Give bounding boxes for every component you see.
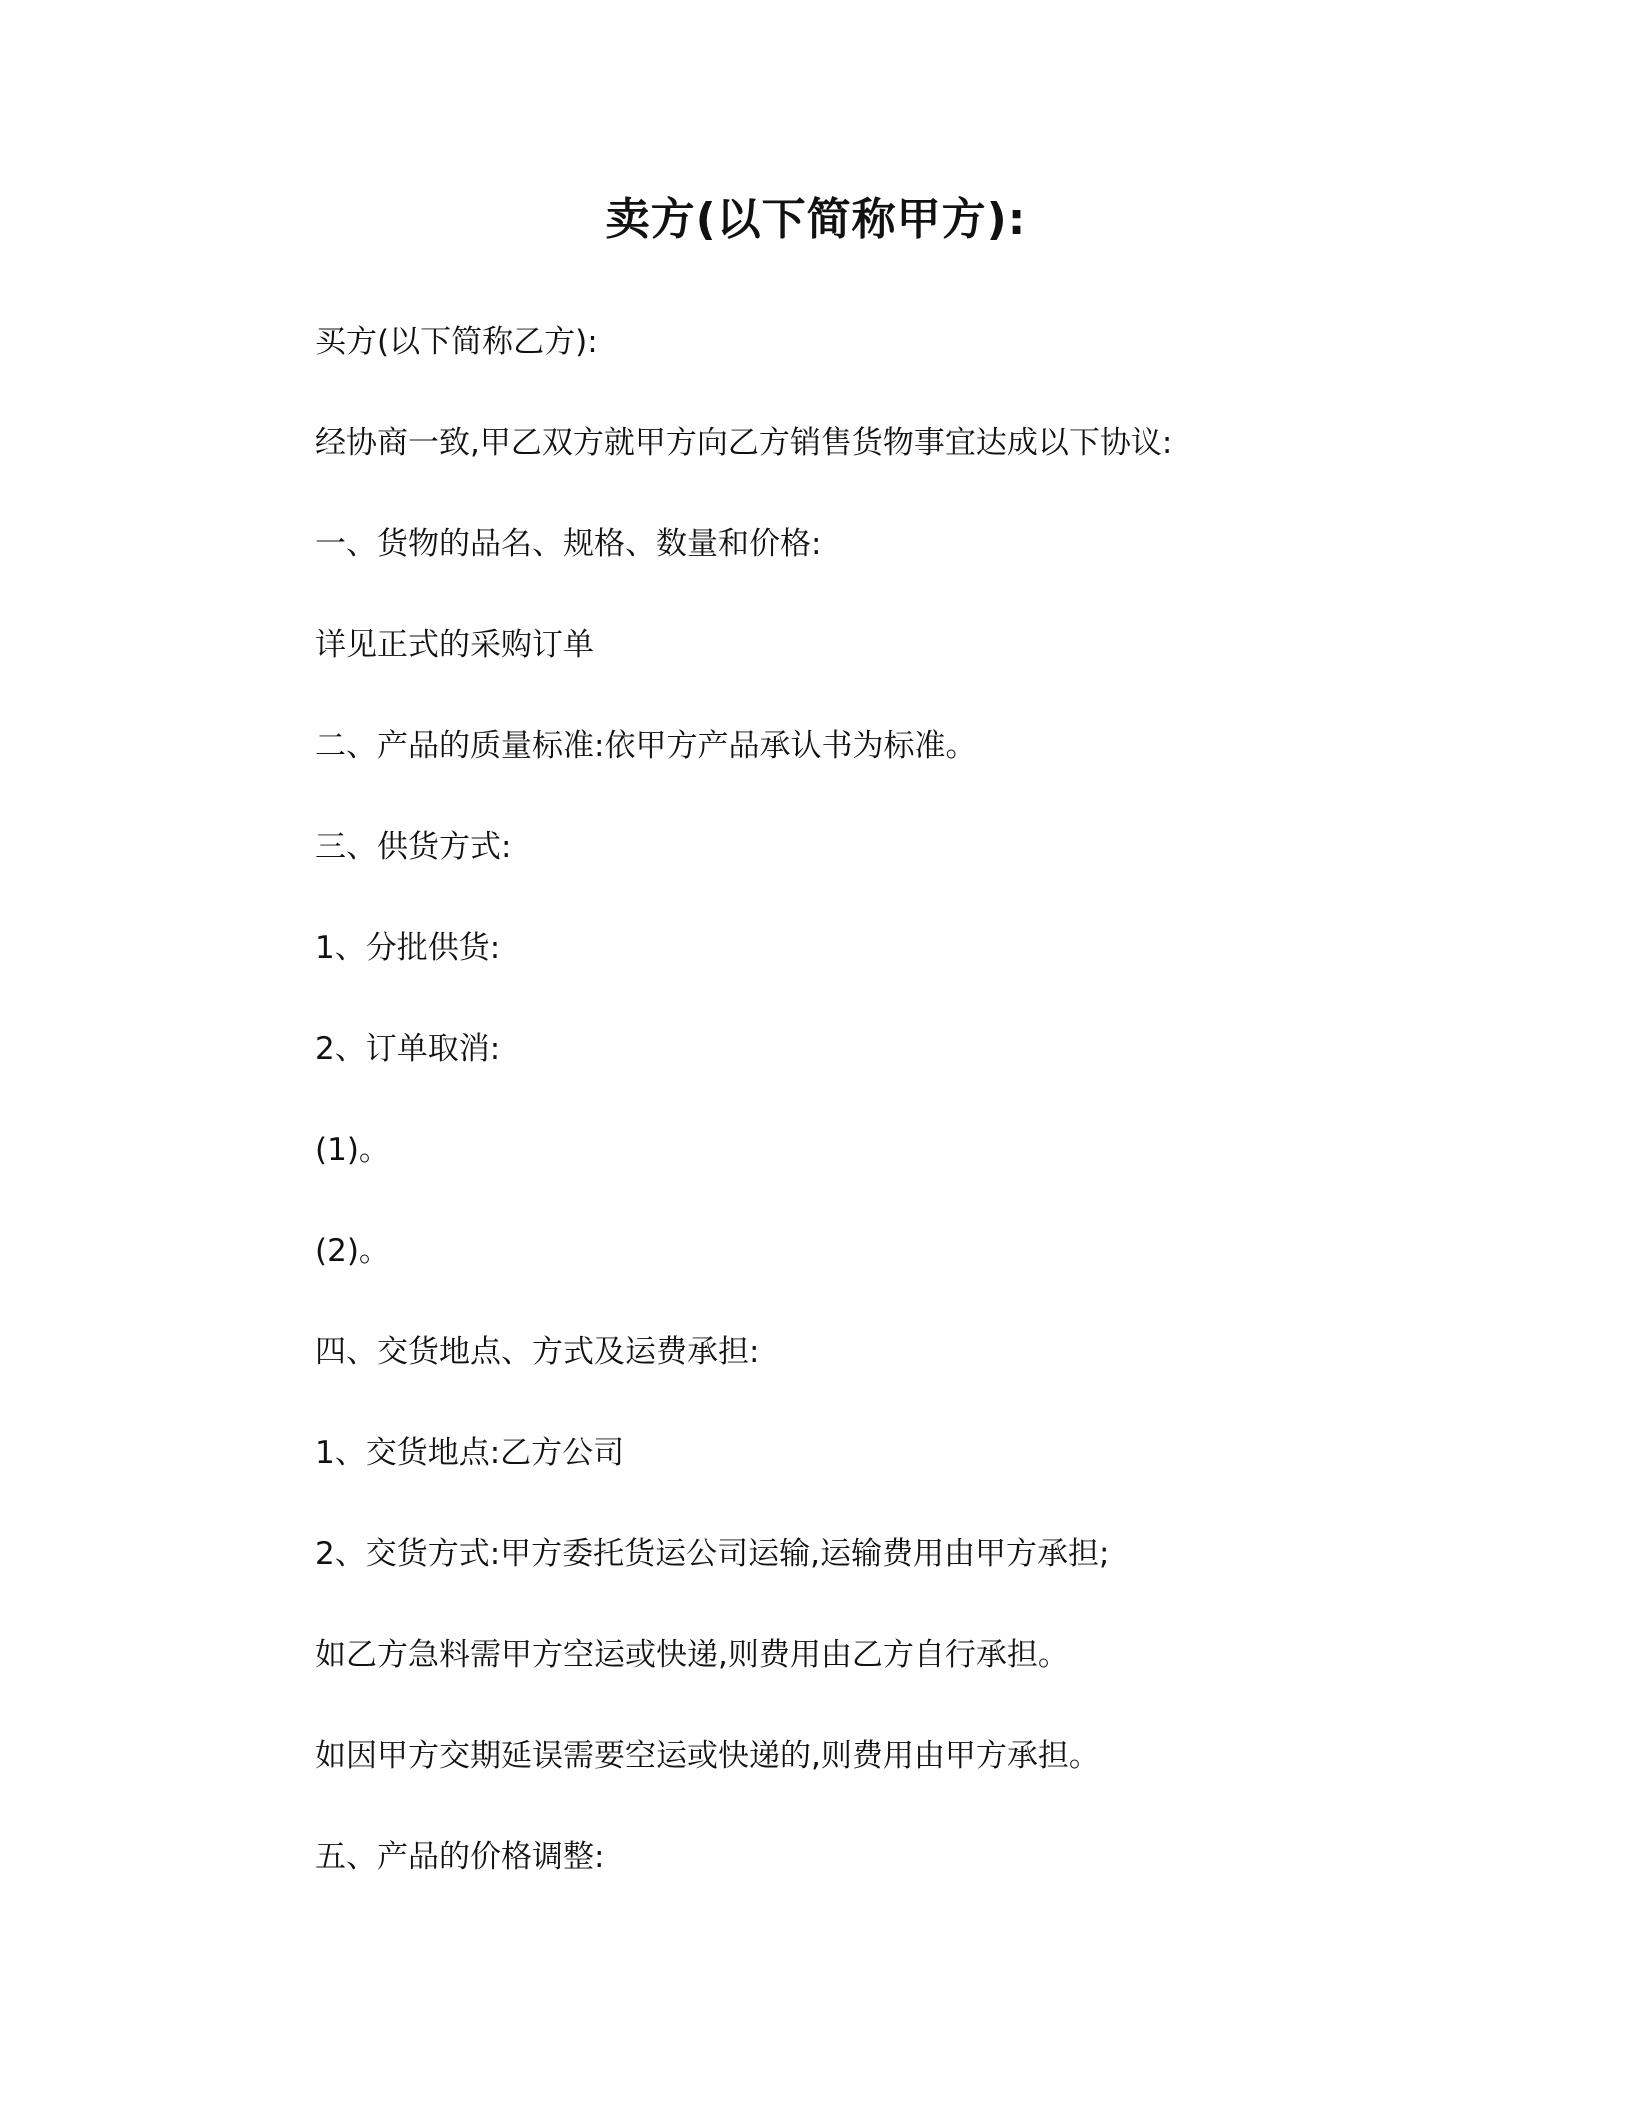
line-section-1-heading: 一、货物的品名、规格、数量和价格: xyxy=(315,526,822,562)
line-delay-shipping: 如因甲方交期延误需要空运或快递的,则费用由甲方承担。 xyxy=(315,1738,1100,1774)
line-section-3-heading: 三、供货方式: xyxy=(315,829,512,865)
line-delivery-location: 1、交货地点:乙方公司 xyxy=(315,1435,625,1471)
line-section-2-quality: 二、产品的质量标准:依甲方产品承认书为标准。 xyxy=(315,728,977,764)
document-body xyxy=(315,318,1515,1934)
line-delivery-method: 2、交货方式:甲方委托货运公司运输,运输费用由甲方承担; xyxy=(315,1536,1110,1572)
line-agreement-intro: 经协商一致,甲乙双方就甲方向乙方销售货物事宜达成以下协议: xyxy=(315,425,1173,461)
line-batch-supply: 1、分批供货: xyxy=(315,930,501,966)
line-item-2: (2)。 xyxy=(315,1233,390,1269)
line-item-1: (1)。 xyxy=(315,1132,390,1168)
line-purchase-order-reference: 详见正式的采购订单 xyxy=(315,627,594,663)
line-order-cancellation: 2、订单取消: xyxy=(315,1031,501,1067)
line-buyer: 买方(以下简称乙方): xyxy=(315,324,598,360)
line-urgent-shipping: 如乙方急料需甲方空运或快递,则费用由乙方自行承担。 xyxy=(315,1637,1069,1673)
line-section-5-heading: 五、产品的价格调整: xyxy=(315,1839,605,1875)
line-section-4-heading: 四、交货地点、方式及运费承担: xyxy=(315,1334,760,1370)
document-title: 卖方(以下简称甲方): xyxy=(605,194,1027,245)
